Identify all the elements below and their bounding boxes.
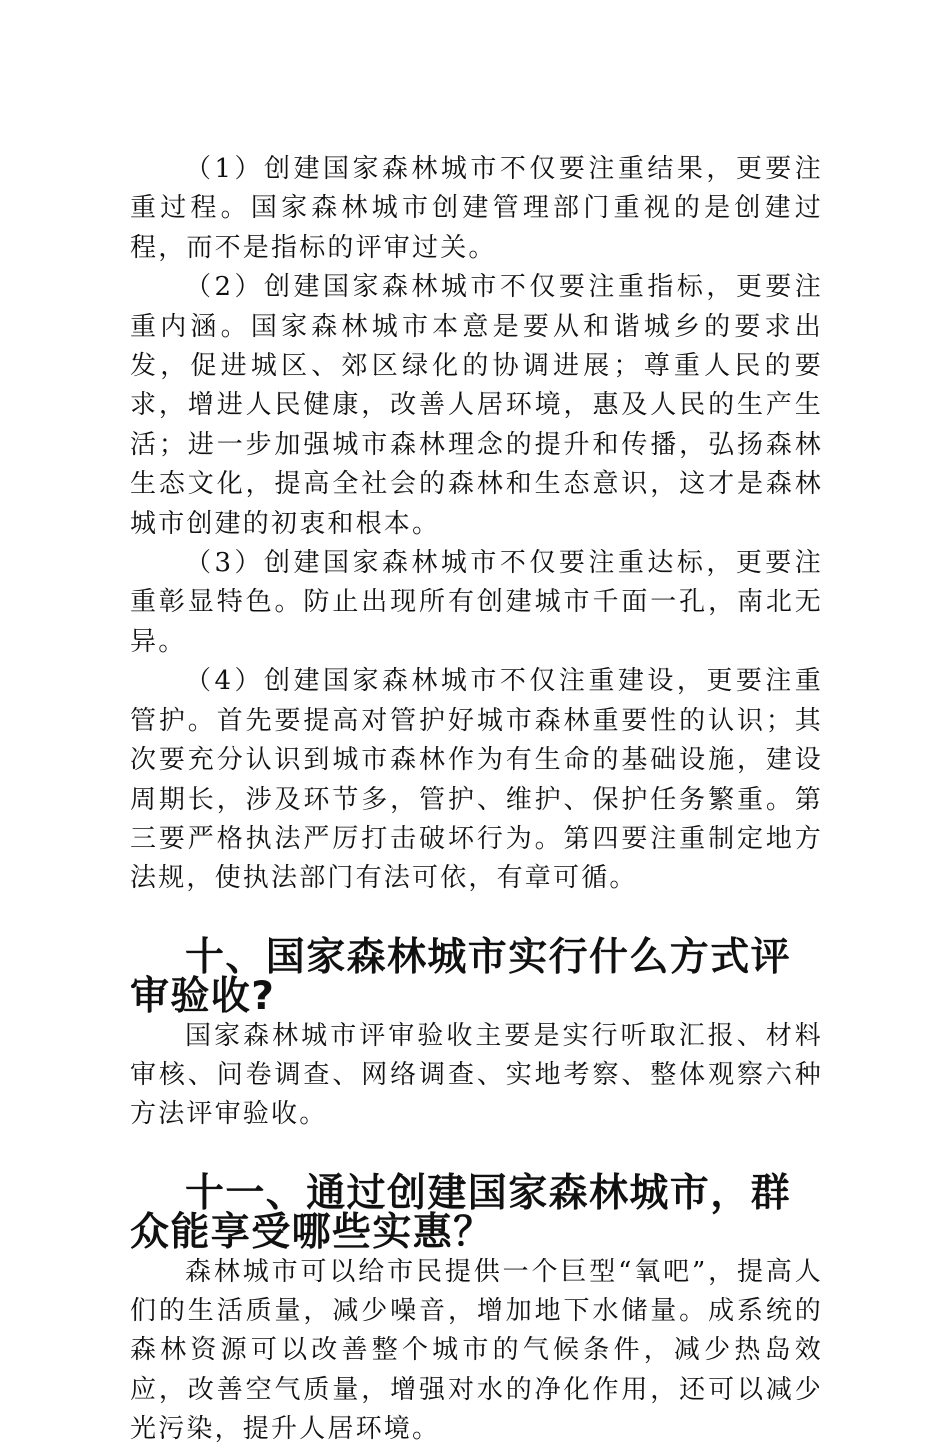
- document-page: [130, 150, 823, 1450]
- section-ten-body: 国家森林城市评审验收主要是实行听取汇报、材料审核、问卷调查、网络调查、实地考察、整体观察六种方法评审验收。: [130, 1020, 823, 1130]
- section-ten-heading: 十、国家森林城市实行什么方式评审验收?: [130, 934, 792, 1020]
- item-3-paragraph: （3）创建国家森林城市不仅要注重达标，更要注重彰显特色。防止出现所有创建城市千面一孔，南北无异。: [130, 548, 823, 657]
- section-spacer: [130, 1135, 823, 1174]
- item-2-paragraph: （2）创建国家森林城市不仅要注重指标，更要注重内涵。国家森林城市本意是要从和谐城乡的要求出发，促进城区、郊区绿化的协调进展；尊重人民的要求，增进人民健康，改善人居环境，惠及人民的生产生活；进一步加强城市森林理念的提升和传播，弘扬森林生态文化，提高全社会的森林和生态意识，这才是森林城市创建的初衷和根本。: [130, 272, 823, 539]
- section-eleven-body: 森林城市可以给市民提供一个巨型“氧吧”，提高人们的生活质量，减少噪音，增加地下水储量。成系统的森林资源可以改善整个城市的气候条件，减少热岛效应，改善空气质量，增强对水的净化作用，还可以减少光污染，提升人居环境。: [130, 1256, 823, 1445]
- item-4-paragraph: （4）创建国家森林城市不仅注重建设，更要注重管护。首先要提高对管护好城市森林重要性的认识；其次要充分认识到城市森林作为有生命的基础设施，建设周期长，涉及环节多，管护、维护、保护任务繁重。第三要严格执法严厉打击破坏行为。第四要注重制定地方法规，使执法部门有法可依，有章可循。: [130, 666, 823, 894]
- section-spacer: [130, 899, 823, 938]
- item-1-paragraph: （1）创建国家森林城市不仅要注重结果，更要注重过程。国家森林城市创建管理部门重视的是创建过程，而不是指标的评审过关。: [130, 154, 823, 263]
- section-eleven-heading: 十一、通过创建国家森林城市，群众能享受哪些实惠？: [130, 1170, 792, 1256]
